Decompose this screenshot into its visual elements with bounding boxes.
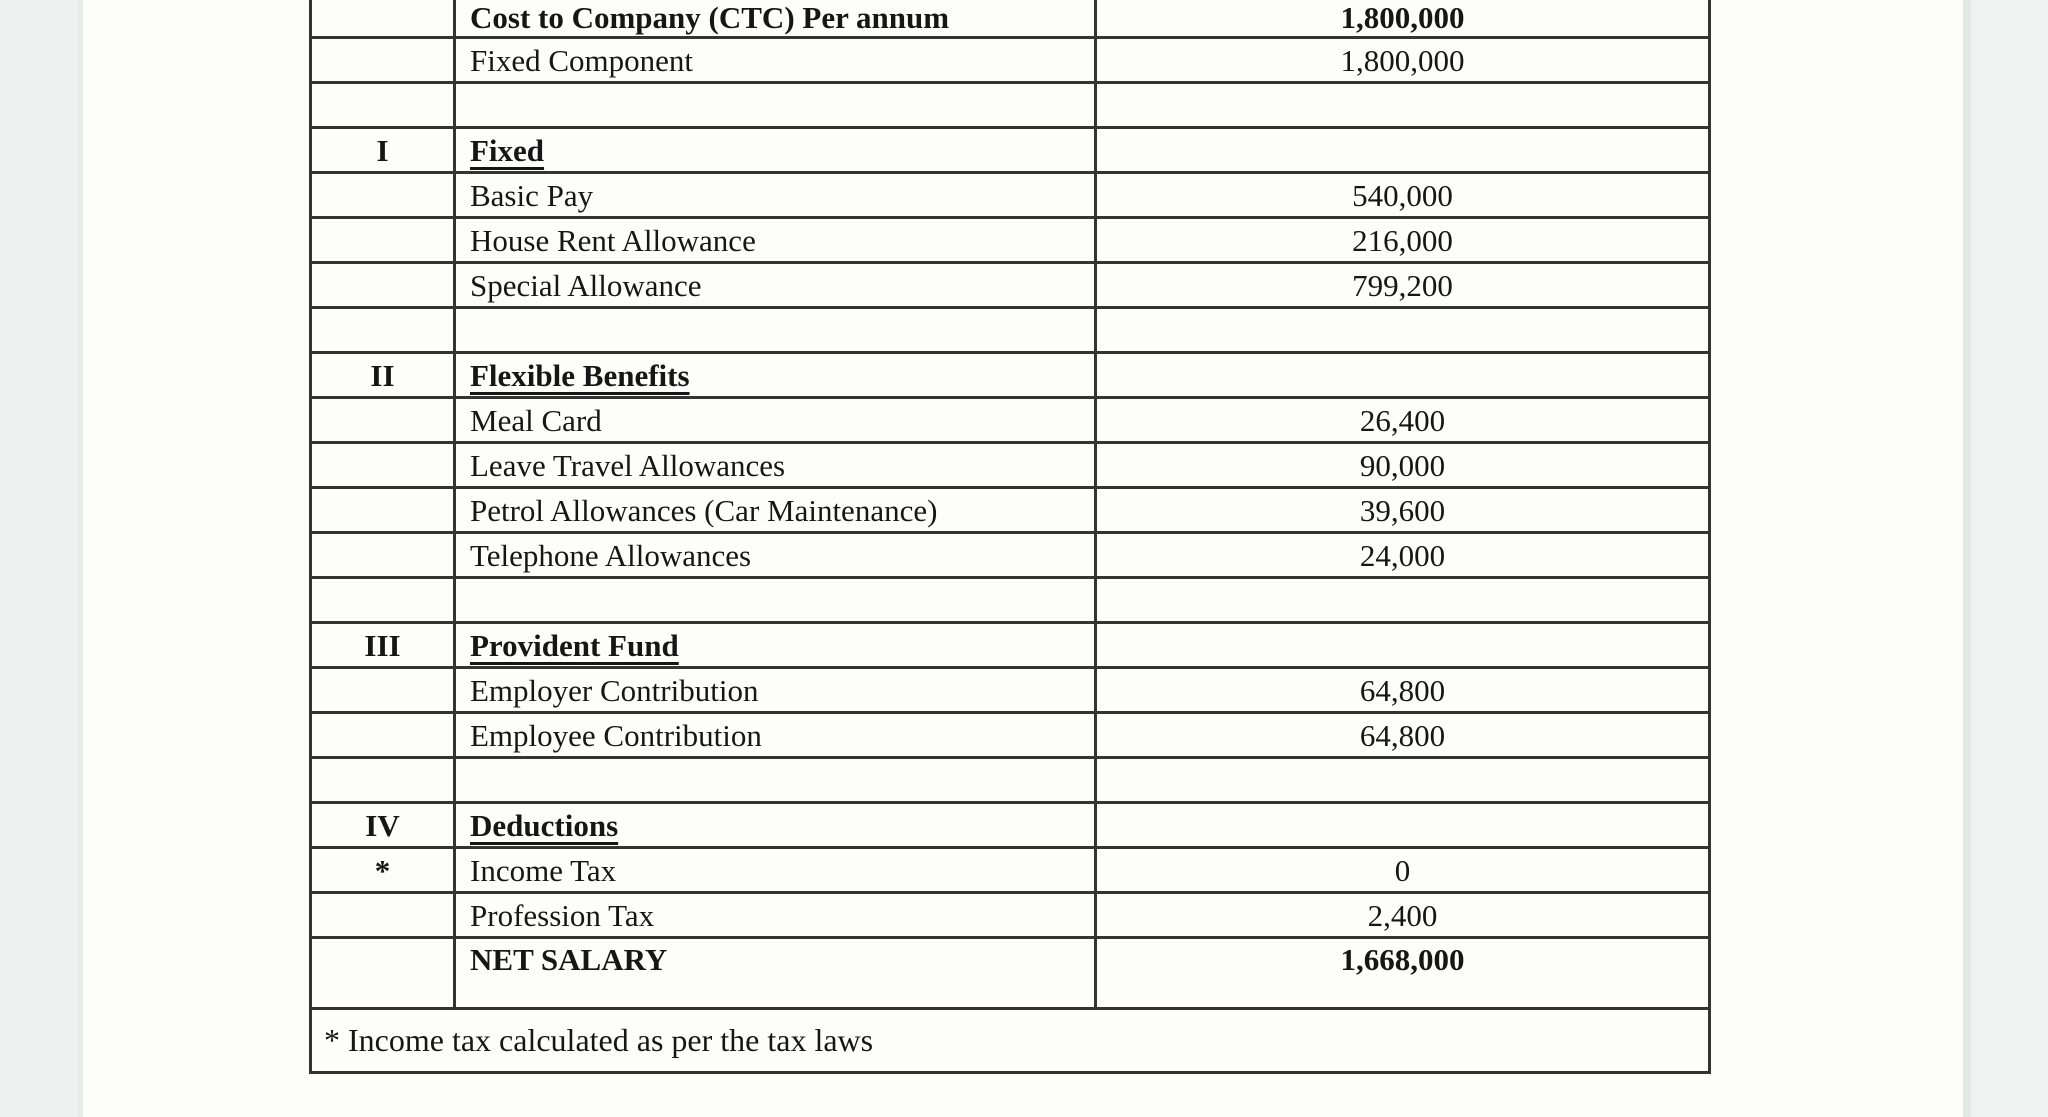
row-label-cell [456, 309, 1097, 351]
table-row [312, 39, 1708, 84]
row-label-cell [456, 264, 1097, 306]
right-page-margin [1963, 0, 2048, 1117]
row-value-cell [1097, 534, 1708, 576]
row-value: 1,668,000 [1340, 942, 1465, 977]
row-value-cell [1097, 84, 1708, 126]
row-label-cell [456, 534, 1097, 576]
row-number-cell [312, 624, 456, 666]
table-row [312, 624, 1708, 669]
row-value: 1,800,000 [1340, 42, 1465, 78]
salary-table-rows [312, 0, 1708, 1010]
row-number-cell [312, 354, 456, 396]
row-label-cell [456, 39, 1097, 81]
row-label-cell [456, 624, 1097, 666]
row-value-cell [1097, 39, 1708, 81]
row-label-cell [456, 354, 1097, 396]
table-row [312, 84, 1708, 129]
row-number-cell [312, 804, 456, 846]
row-number-cell [312, 309, 456, 351]
table-row [312, 759, 1708, 804]
row-number-cell [312, 399, 456, 441]
row-label-cell [456, 849, 1097, 891]
table-row [312, 0, 1708, 39]
table-row [312, 219, 1708, 264]
table-row [312, 174, 1708, 219]
section-number: III [364, 627, 401, 663]
row-label-cell [456, 444, 1097, 486]
row-label-cell [456, 84, 1097, 126]
row-number-cell [312, 174, 456, 216]
row-label: Income Tax [470, 852, 617, 888]
table-row [312, 534, 1708, 579]
row-number-cell [312, 444, 456, 486]
row-label: Telephone Allowances [470, 537, 752, 573]
row-value-cell [1097, 354, 1708, 396]
row-label-cell [456, 0, 1097, 36]
row-label: Special Allowance [470, 267, 702, 303]
row-value-cell [1097, 129, 1708, 171]
table-row [312, 129, 1708, 174]
row-value: 64,800 [1359, 672, 1446, 708]
table-row [312, 399, 1708, 444]
row-label-cell [456, 669, 1097, 711]
row-value: 39,600 [1359, 492, 1446, 528]
row-number-cell [312, 894, 456, 936]
row-number-cell [312, 534, 456, 576]
row-number-cell [312, 489, 456, 531]
row-label: Deductions [470, 807, 619, 843]
footnote-text: * Income tax calculated as per the tax laws [324, 1022, 874, 1058]
row-label-cell [456, 129, 1097, 171]
salary-table [309, 0, 1711, 1074]
row-label: Employee Contribution [470, 717, 762, 753]
row-label-cell [456, 174, 1097, 216]
row-value-cell [1097, 0, 1708, 36]
row-label: Provident Fund [470, 627, 679, 663]
row-label: Profession Tax [470, 897, 655, 933]
table-row [312, 354, 1708, 399]
row-number-cell [312, 849, 456, 891]
row-value-cell [1097, 714, 1708, 756]
row-label-cell [456, 894, 1097, 936]
row-label: Basic Pay [470, 177, 594, 213]
row-label: House Rent Allowance [470, 222, 756, 258]
row-value-cell [1097, 264, 1708, 306]
row-label-cell [456, 939, 1097, 1007]
table-row [312, 894, 1708, 939]
row-value-cell [1097, 759, 1708, 801]
row-number-cell [312, 0, 456, 36]
row-number-cell [312, 759, 456, 801]
row-value-cell [1097, 579, 1708, 621]
row-number-cell [312, 579, 456, 621]
section-number: I [376, 132, 389, 168]
row-label: Fixed Component [470, 42, 694, 78]
row-label: NET SALARY [470, 942, 668, 977]
row-number-cell [312, 264, 456, 306]
row-value: 90,000 [1359, 447, 1446, 483]
left-page-margin [0, 0, 83, 1117]
row-value-cell [1097, 399, 1708, 441]
row-value-cell [1097, 489, 1708, 531]
row-value-cell [1097, 939, 1708, 1007]
table-row [312, 489, 1708, 534]
table-row [312, 444, 1708, 489]
row-value: 26,400 [1359, 402, 1446, 438]
row-label-cell [456, 804, 1097, 846]
row-number-cell [312, 669, 456, 711]
row-value: 2,400 [1367, 897, 1438, 933]
row-number-cell [312, 39, 456, 81]
row-value-cell [1097, 894, 1708, 936]
row-value-cell [1097, 804, 1708, 846]
row-number-cell [312, 939, 456, 1007]
row-value: 216,000 [1352, 222, 1453, 258]
row-value-cell [1097, 669, 1708, 711]
row-value-cell [1097, 444, 1708, 486]
section-number: II [370, 357, 395, 393]
row-number-cell [312, 714, 456, 756]
row-value: 64,800 [1359, 717, 1446, 753]
row-value-cell [1097, 309, 1708, 351]
row-value-cell [1097, 174, 1708, 216]
table-row [312, 939, 1708, 1010]
section-number: IV [365, 807, 400, 843]
row-label-cell [456, 759, 1097, 801]
table-row [312, 669, 1708, 714]
row-label-cell [456, 399, 1097, 441]
table-row [312, 579, 1708, 624]
row-label: Cost to Company (CTC) Per annum [470, 0, 950, 35]
footnote-row [312, 1010, 1708, 1074]
table-row [312, 849, 1708, 894]
section-number: * [374, 852, 391, 888]
row-value: 540,000 [1352, 177, 1453, 213]
row-number-cell [312, 129, 456, 171]
row-value: 24,000 [1359, 537, 1446, 573]
row-number-cell [312, 219, 456, 261]
row-label: Meal Card [470, 402, 602, 438]
row-value-cell [1097, 624, 1708, 666]
row-label-cell [456, 489, 1097, 531]
row-value: 1,800,000 [1340, 0, 1465, 35]
row-label: Employer Contribution [470, 672, 759, 708]
table-row [312, 264, 1708, 309]
row-label-cell [456, 579, 1097, 621]
row-value-cell [1097, 849, 1708, 891]
row-number-cell [312, 84, 456, 126]
row-value: 0 [1394, 852, 1411, 888]
row-label: Petrol Allowances (Car Maintenance) [470, 492, 938, 528]
row-value-cell [1097, 219, 1708, 261]
table-row [312, 714, 1708, 759]
table-row [312, 804, 1708, 849]
table-row [312, 309, 1708, 354]
row-label-cell [456, 714, 1097, 756]
row-label: Flexible Benefits [470, 357, 690, 393]
row-label: Fixed [470, 132, 545, 168]
row-label-cell [456, 219, 1097, 261]
row-value: 799,200 [1352, 267, 1453, 303]
row-label: Leave Travel Allowances [470, 447, 786, 483]
